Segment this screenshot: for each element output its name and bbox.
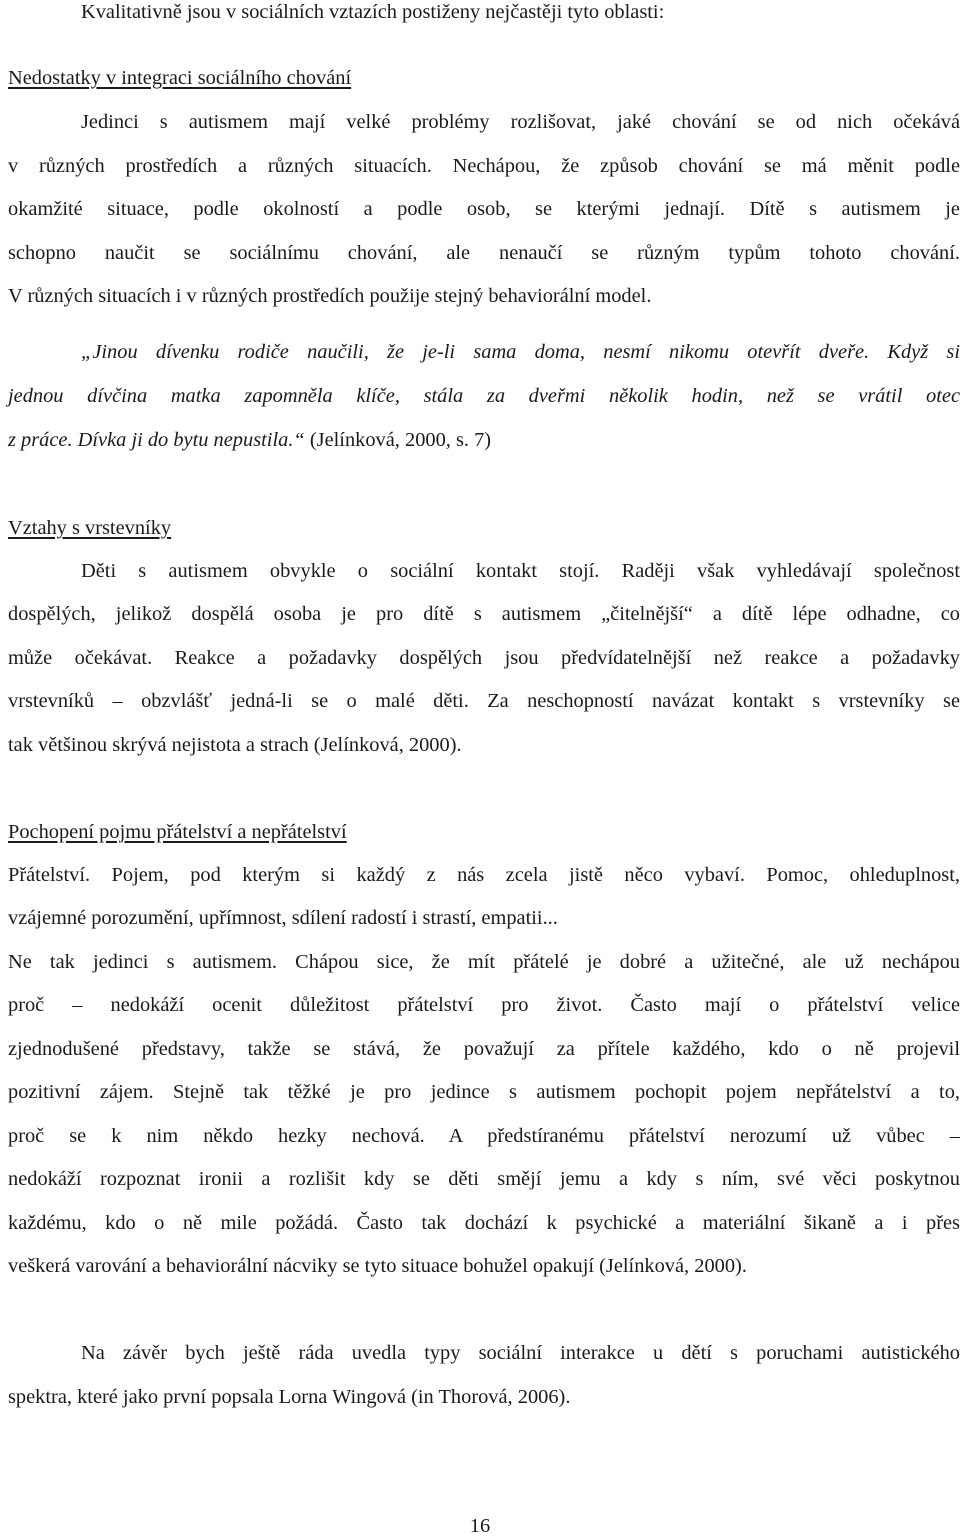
paragraph-line: Ne tak jedinci s autismem. Chápou sice, že mít přátelé je dobré a užitečné, ale už nechápou — [8, 951, 960, 973]
quote-text: „Jinou dívenku rodiče naučili, že je-li sama doma, nesmí nikomu otevřít dveře. Když si — [81, 341, 960, 363]
paragraph-line: v různých prostředích a různých situacích. Nechápou, že způsob chování se má měnit podle — [8, 155, 960, 177]
paragraph-line: V různých situacích i v různých prostředích použije stejný behaviorální model. — [8, 285, 652, 307]
quote-line — [8, 428, 491, 452]
paragraph-line: proč – nedokáží ocenit důležitost přátelství pro život. Často mají o přátelství velice — [8, 994, 960, 1016]
intro-text: Kvalitativně jsou v sociálních vztazích postiženy nejčastěji tyto oblasti: — [81, 1, 665, 23]
paragraph-line: Přátelství. Pojem, pod kterým si každý z nás zcela jistě něco vybaví. Pomoc, ohleduplnost, — [8, 864, 960, 886]
paragraph-line: každému, kdo o ně mile požádá. Často tak dochází k psychické a materiální šikaně a i přes — [8, 1212, 960, 1234]
paragraph-line: zjednodušené představy, takže se stává, že považují za přítele každého, kdo o ně projevil — [8, 1038, 960, 1060]
section-heading-peers: Vztahy s vrstevníky — [8, 517, 172, 539]
paragraph-line: tak většinou skrývá nejistota a strach (Jelínková, 2000). — [8, 734, 462, 756]
paragraph-line: Jedinci s autismem mají velké problémy rozlišovat, jaké chování se od nich očekává — [81, 111, 960, 133]
paragraph-line: nedokáží rozpoznat ironii a rozlišit kdy se děti smějí jemu a kdy s ním, své věci poskytnou — [8, 1168, 960, 1190]
paragraph-line: schopno naučit se sociálnímu chování, ale nenaučí se různým typům tohoto chování. — [8, 242, 960, 264]
paragraph-line: dospělých, jelikož dospělá osoba je pro dítě s autismem „čitelnější“ a dítě lépe odhadne, co — [8, 603, 960, 625]
paragraph-line: Děti s autismem obvykle o sociální kontakt stojí. Raději však vyhledávají společnost — [81, 560, 960, 582]
paragraph-line: proč se k nim někdo hezky nechová. A předstíranému přátelství nerozumí už vůbec – — [8, 1125, 960, 1147]
paragraph-line: může očekávat. Reakce a požadavky dospělých jsou předvídatelnější než reakce a požadavky — [8, 647, 960, 669]
paragraph-line: veškerá varování a behaviorální nácviky se tyto situace bohužel opakují (Jelínková, 2000). — [8, 1255, 747, 1277]
quote-text: jednou dívčina matka zapomněla klíče, stála za dveřmi několik hodin, než se vrátil otec — [8, 385, 960, 407]
paragraph-line: Na závěr bych ještě ráda uvedla typy sociální interakce u dětí s poruchami autistického — [81, 1342, 960, 1364]
section-heading-friendship: Pochopení pojmu přátelství a nepřátelství — [8, 821, 347, 843]
paragraph-line: vzájemné porozumění, upřímnost, sdílení radostí i strastí, empatii... — [8, 907, 558, 929]
paragraph-line: okamžité situace, podle okolností a podle osob, se kterými jednají. Dítě s autismem je — [8, 198, 960, 220]
citation: (Jelínková, 2000, s. 7) — [304, 429, 492, 451]
quote-text: z práce. Dívka ji do bytu nepustila.“ — [8, 429, 305, 451]
page-number: 16 — [469, 1515, 491, 1537]
quote-line — [81, 340, 960, 364]
paragraph-line: pozitivní zájem. Stejně tak těžké je pro jedince s autismem pochopit pojem nepřátelství a to, — [8, 1081, 960, 1103]
section-heading-integration: Nedostatky v integraci sociálního chování — [8, 67, 352, 89]
paragraph-line: spektra, které jako první popsala Lorna Wingová (in Thorová, 2006). — [8, 1386, 571, 1408]
paragraph-line: vrstevníků – obzvlášť jedná-li se o malé děti. Za neschopností navázat kontakt s vrstevníky se — [8, 690, 960, 712]
quote-line — [8, 384, 960, 408]
